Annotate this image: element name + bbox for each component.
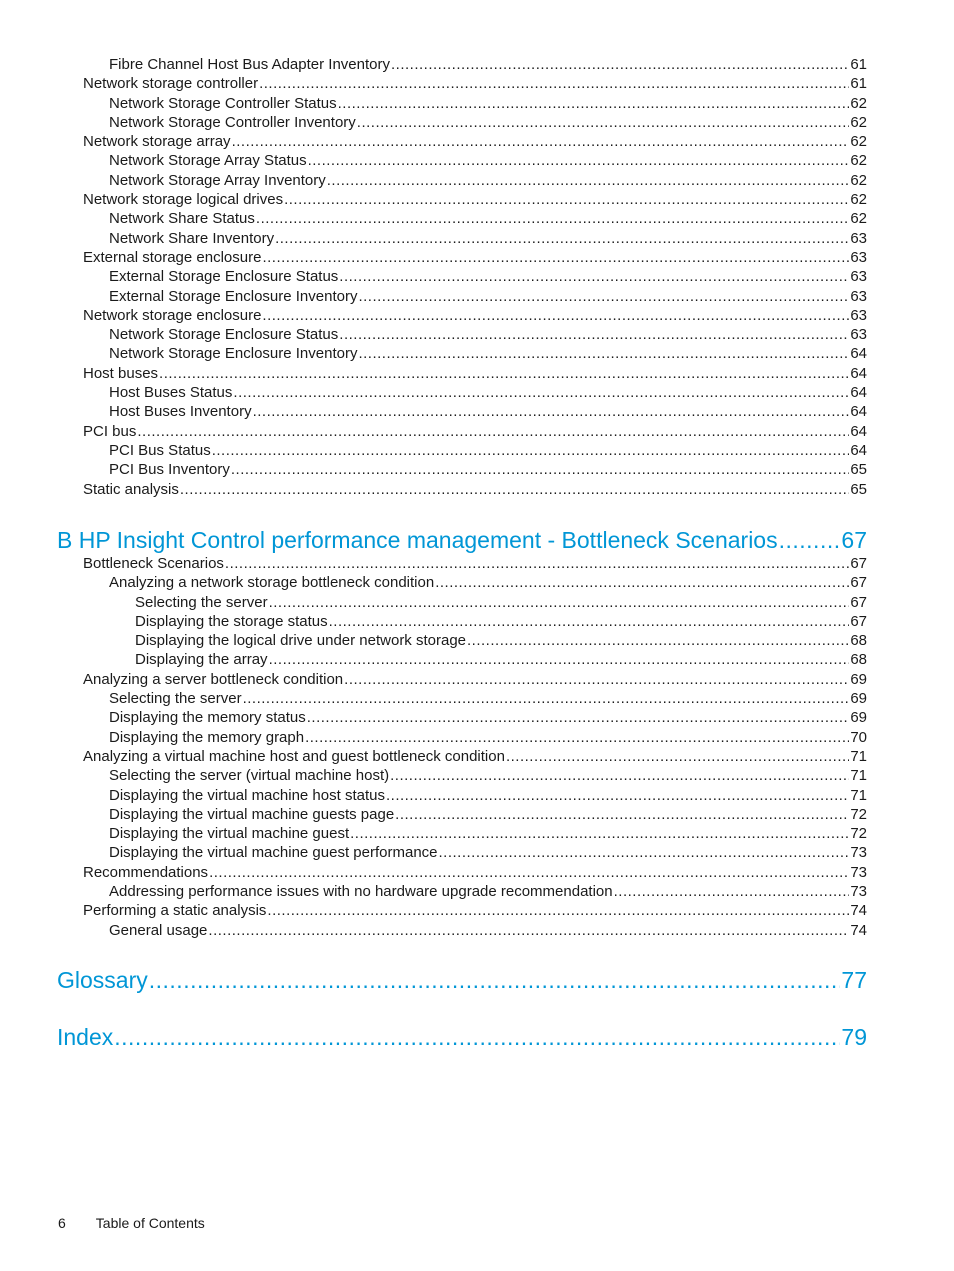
toc-entry[interactable] [83, 766, 867, 785]
leader-dots [259, 74, 849, 93]
toc-entry-page: 62 [850, 133, 867, 151]
toc-entry-page: 63 [850, 326, 867, 344]
toc-entry-page: 64 [850, 403, 867, 421]
toc-entry-title: Network storage array [83, 133, 231, 151]
toc-entry-title: Network storage enclosure [83, 306, 262, 324]
toc-entry-page: 62 [850, 210, 867, 228]
toc-entry[interactable] [83, 593, 867, 612]
leader-dots [262, 306, 849, 325]
leader-dots [344, 670, 849, 689]
toc-entry-page: 67 [850, 593, 867, 611]
toc-entry-page: 71 [850, 747, 867, 765]
toc-entry-page: 73 [850, 883, 867, 901]
toc-entry[interactable] [83, 708, 867, 727]
leader-dots [358, 287, 849, 306]
leader-dots [305, 728, 849, 747]
toc-entry-title: Selecting the server [135, 593, 268, 611]
toc-entry[interactable] [83, 94, 867, 113]
leader-dots [212, 441, 850, 460]
leader-dots [180, 480, 849, 499]
toc-entry-page: 67 [850, 555, 867, 572]
leader-dots [231, 460, 849, 479]
toc-entry-title: PCI Bus Status [109, 441, 211, 459]
toc-entry-title: Displaying the memory status [109, 709, 306, 727]
toc-entry-page: 72 [850, 805, 867, 823]
toc-entry-page: 61 [850, 75, 867, 93]
toc-entry[interactable] [83, 344, 867, 363]
footer-label: Table of Contents [95, 1215, 205, 1231]
toc-entry-page: 62 [850, 171, 867, 189]
toc-entry[interactable] [83, 650, 867, 669]
toc-entry[interactable] [83, 824, 867, 843]
toc-entry-title: Network Storage Array Inventory [109, 171, 326, 189]
toc-entry-page: 63 [850, 287, 867, 305]
toc-entry-title: Host Buses Inventory [109, 403, 252, 421]
toc-entry[interactable] [83, 325, 867, 344]
footer-page-number: 6 [58, 1215, 66, 1231]
toc-entry-page: 63 [850, 268, 867, 286]
toc-entry-title: Network Storage Controller Inventory [109, 113, 356, 131]
toc-entry-page: 62 [850, 113, 867, 131]
toc-entry-page: 64 [850, 441, 867, 459]
leader-dots [435, 573, 849, 592]
toc-appendix-b-entry[interactable] [57, 526, 867, 554]
toc-entry-page: 69 [850, 670, 867, 688]
toc-entry-page: 64 [850, 364, 867, 382]
leader-dots [779, 526, 841, 554]
toc-entry-title: Selecting the server [109, 690, 242, 708]
leader-dots [391, 55, 849, 74]
leader-dots [357, 113, 850, 132]
leader-dots [256, 209, 849, 228]
leader-dots [467, 631, 849, 650]
toc-entry-title: Selecting the server (virtual machine host) [109, 767, 390, 785]
leader-dots [269, 593, 850, 612]
toc-entry-title: Network Share Inventory [109, 229, 275, 247]
toc-entry-title: Displaying the virtual machine guests page [109, 805, 395, 823]
toc-entry-title: External storage enclosure [83, 248, 262, 266]
toc-entry-page: 61 [850, 56, 867, 73]
leader-dots [159, 364, 849, 383]
toc-entry[interactable] [83, 573, 867, 592]
toc-entry[interactable] [83, 113, 867, 132]
toc-entry[interactable] [83, 74, 867, 93]
toc-entry-title: Displaying the storage status [135, 612, 328, 630]
toc-entry[interactable] [83, 612, 867, 631]
toc-glossary-entry[interactable] [57, 966, 867, 994]
toc-entry-page: 62 [850, 152, 867, 170]
leader-dots [267, 901, 849, 920]
index-page: 79 [841, 1024, 867, 1050]
toc-entry-title: Network Storage Controller Status [109, 94, 337, 112]
toc-entry[interactable] [83, 882, 867, 901]
toc-entry[interactable] [83, 786, 867, 805]
leader-dots [232, 132, 850, 151]
toc-entry-title: Static analysis [83, 480, 179, 498]
toc-entry-page: 62 [850, 191, 867, 209]
toc-entry[interactable] [83, 209, 867, 228]
toc-entry[interactable] [83, 402, 867, 421]
toc-entry-page: 64 [850, 384, 867, 402]
toc-entry-title: Analyzing a server bottleneck condition [83, 670, 344, 688]
toc-entry-page: 67 [850, 574, 867, 592]
toc-entry-title: Performing a static analysis [83, 902, 267, 920]
toc-entry-title: General usage [109, 921, 208, 939]
toc-entry[interactable] [83, 747, 867, 766]
leader-dots [275, 229, 849, 248]
toc-entry[interactable] [83, 248, 867, 267]
toc-entry-page: 67 [850, 612, 867, 630]
toc-entry[interactable] [83, 171, 867, 190]
leader-dots [390, 766, 849, 785]
leader-dots [149, 966, 841, 994]
toc-entry[interactable] [83, 480, 867, 499]
toc-entry-page: 65 [850, 480, 867, 498]
toc-entry[interactable] [83, 689, 867, 708]
toc-entry-page: 63 [850, 229, 867, 247]
toc-entry-title: Displaying the logical drive under network storage [135, 632, 467, 650]
leader-dots [339, 325, 849, 344]
leader-dots [253, 402, 850, 421]
leader-dots [262, 248, 849, 267]
toc-entry-title: External Storage Enclosure Status [109, 268, 339, 286]
toc-entry-page: 64 [850, 345, 867, 363]
leader-dots [208, 921, 849, 940]
leader-dots [339, 267, 849, 286]
toc-entry-title: Host Buses Status [109, 384, 233, 402]
toc-entry-title: Addressing performance issues with no hardware upgrade recommendation [109, 883, 613, 901]
toc-section-a [83, 55, 867, 499]
toc-entry-title: Displaying the memory graph [109, 728, 305, 746]
toc-index-entry[interactable] [57, 1023, 867, 1051]
toc-entry-page: 73 [850, 863, 867, 881]
toc-entry[interactable] [83, 306, 867, 325]
toc-entry-page: 73 [850, 844, 867, 862]
toc-entry[interactable] [83, 805, 867, 824]
toc-entry-title: Displaying the virtual machine guest [109, 825, 350, 843]
leader-dots [209, 863, 849, 882]
toc-entry-title: Analyzing a virtual machine host and guest bottleneck condition [83, 747, 505, 765]
toc-entry[interactable] [83, 863, 867, 882]
toc-entry[interactable] [83, 460, 867, 479]
toc-entry-title: Network Storage Enclosure Status [109, 326, 339, 344]
toc-entry[interactable] [83, 383, 867, 402]
toc-entry-title: External Storage Enclosure Inventory [109, 287, 358, 305]
leader-dots [329, 612, 850, 631]
leader-dots [137, 422, 849, 441]
toc-entry-title: Network Share Status [109, 210, 255, 228]
index-title: Index [57, 1024, 114, 1050]
toc-entry[interactable] [83, 229, 867, 248]
toc-entry-title: Displaying the virtual machine host status [109, 786, 385, 804]
toc-entry-title: Fibre Channel Host Bus Adapter Inventory [109, 56, 390, 73]
toc-entry-title: Network storage logical drives [83, 191, 284, 209]
toc-entry-title: Analyzing a network storage bottleneck condition [109, 574, 435, 592]
toc-entry[interactable] [83, 670, 867, 689]
toc-entry-title: Recommendations [83, 863, 209, 881]
toc-entry-page: 69 [850, 690, 867, 708]
leader-dots [225, 554, 849, 573]
toc-entry-title: Bottleneck Scenarios [83, 555, 224, 572]
toc-entry[interactable] [83, 422, 867, 441]
toc-entry[interactable] [83, 287, 867, 306]
leader-dots [308, 151, 850, 170]
glossary-page: 77 [841, 967, 867, 993]
appendix-b-page: 67 [841, 527, 867, 553]
toc-entry-title: Network storage controller [83, 75, 259, 93]
page-footer [58, 1215, 205, 1231]
leader-dots [506, 747, 849, 766]
leader-dots [358, 344, 849, 363]
toc-entry[interactable] [83, 132, 867, 151]
toc-entry-page: 63 [850, 248, 867, 266]
toc-entry-page: 69 [850, 709, 867, 727]
toc-entry-page: 70 [850, 728, 867, 746]
leader-dots [338, 94, 850, 113]
leader-dots [395, 805, 849, 824]
leader-dots [233, 383, 849, 402]
toc-entry-page: 63 [850, 306, 867, 324]
toc-entry[interactable] [83, 631, 867, 650]
toc-entry-page: 68 [850, 632, 867, 650]
leader-dots [439, 843, 850, 862]
toc-entry-page: 74 [850, 902, 867, 920]
toc-entry-page: 74 [850, 921, 867, 939]
toc-entry-page: 65 [850, 461, 867, 479]
leader-dots [269, 650, 850, 669]
leader-dots [243, 689, 850, 708]
toc-entry[interactable] [83, 151, 867, 170]
toc-entry-page: 62 [850, 94, 867, 112]
toc-entry-page: 71 [850, 786, 867, 804]
leader-dots [614, 882, 850, 901]
leader-dots [327, 171, 850, 190]
toc-entry-title: Network Storage Enclosure Inventory [109, 345, 358, 363]
appendix-b-title: B HP Insight Control performance management - Bottleneck Scenarios [57, 527, 778, 553]
toc-entry-page: 71 [850, 767, 867, 785]
toc-entry-title: Displaying the virtual machine guest performance [109, 844, 438, 862]
leader-dots [114, 1023, 840, 1051]
toc-entry[interactable] [83, 267, 867, 286]
leader-dots [386, 786, 849, 805]
toc-entry-title: PCI Bus Inventory [109, 461, 230, 479]
toc-entry-page: 64 [850, 422, 867, 440]
toc-entry-title: Network Storage Array Status [109, 152, 307, 170]
toc-entry[interactable] [83, 554, 867, 573]
toc-entry-title: PCI bus [83, 422, 137, 440]
toc-entry-page: 68 [850, 651, 867, 669]
toc-entry[interactable] [83, 190, 867, 209]
toc-entry[interactable] [83, 55, 867, 74]
toc-entry[interactable] [83, 728, 867, 747]
toc-section-b [83, 554, 867, 940]
glossary-title: Glossary [57, 967, 148, 993]
leader-dots [284, 190, 849, 209]
toc-entry-title: Displaying the array [135, 651, 268, 669]
leader-dots [350, 824, 849, 843]
toc-entry-title: Host buses [83, 364, 159, 382]
toc-entry-page: 72 [850, 825, 867, 843]
toc-entry[interactable] [83, 843, 867, 862]
leader-dots [307, 708, 850, 727]
toc-entry[interactable] [83, 901, 867, 920]
toc-entry[interactable] [83, 921, 867, 940]
toc-entry[interactable] [83, 441, 867, 460]
toc-entry[interactable] [83, 364, 867, 383]
